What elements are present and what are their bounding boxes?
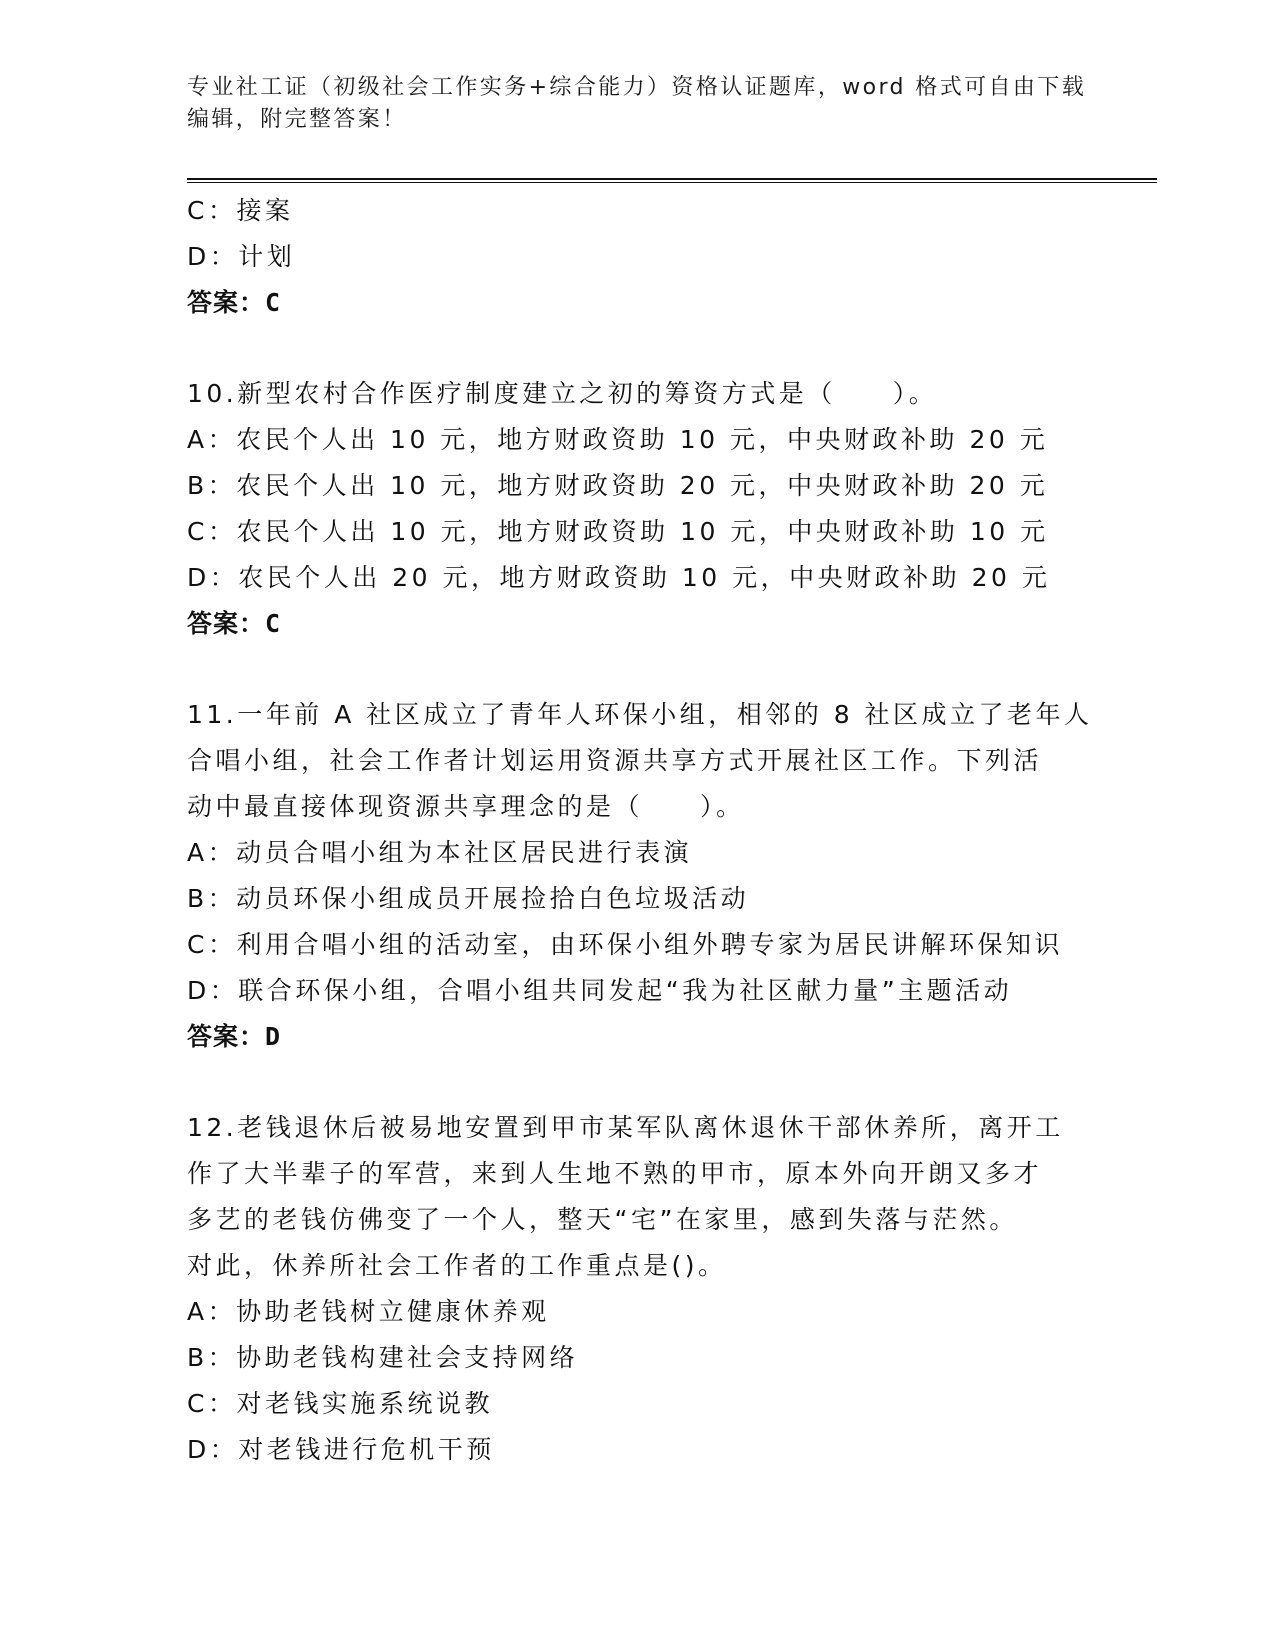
option-a: A：协助老钱树立健康休养观 xyxy=(187,1297,550,1326)
question-spacer xyxy=(187,326,1107,371)
question-block-9 xyxy=(187,188,1107,326)
option-b: B：动员环保小组成员开展捡拾白色垃圾活动 xyxy=(187,884,750,913)
header-divider-thin xyxy=(187,182,1157,183)
option-d: D：联合环保小组，合唱小组共同发起“我为社区献力量”主题活动 xyxy=(187,976,1013,1005)
question-stem: 10.新型农村合作医疗制度建立之初的筹资方式是（ ）。 xyxy=(187,379,938,408)
header-divider-thick xyxy=(187,178,1157,180)
question-block-11 xyxy=(187,692,1107,1060)
option-c: C：接案 xyxy=(187,196,294,225)
option-c: C：利用合唱小组的活动室，由环保小组外聘专家为居民讲解环保知识 xyxy=(187,930,1063,959)
question-content xyxy=(187,188,1107,1473)
option-c: C：对老钱实施系统说教 xyxy=(187,1389,493,1418)
question-stem-line: 合唱小组，社会工作者计划运用资源共享方式开展社区工作。下列活 xyxy=(187,746,1043,775)
option-a: A：农民个人出 10 元，地方财政资助 10 元，中央财政补助 20 元 xyxy=(187,425,1049,454)
question-block-12 xyxy=(187,1105,1107,1473)
header-line-1: 专业社工证（初级社会工作实务+综合能力）资格认证题库，word 格式可自由下载 xyxy=(187,75,1087,100)
option-d: D：农民个人出 20 元，地方财政资助 10 元，中央财政补助 20 元 xyxy=(187,563,1051,592)
question-block-10 xyxy=(187,371,1107,647)
question-spacer xyxy=(187,647,1107,692)
option-a: A：动员合唱小组为本社区居民进行表演 xyxy=(187,838,693,867)
answer-line: 答案：C xyxy=(187,609,282,638)
question-stem-line: 多艺的老钱仿佛变了一个人，整天“宅”在家里，感到失落与茫然。 xyxy=(187,1205,1018,1234)
question-stem-line: 11.一年前 A 社区成立了青年人环保小组，相邻的 8 社区成立了老年人 xyxy=(187,700,1093,729)
option-b: B：农民个人出 10 元，地方财政资助 20 元，中央财政补助 20 元 xyxy=(187,471,1049,500)
question-stem-line: 对此，休养所社会工作者的工作重点是()。 xyxy=(187,1251,727,1280)
question-stem-line: 12.老钱退休后被易地安置到甲市某军队离休退休干部休养所，离开工 xyxy=(187,1113,1064,1142)
header-line-2: 编辑，附完整答案！ xyxy=(187,107,407,132)
document-header xyxy=(187,72,1087,136)
option-d: D：对老钱进行危机干预 xyxy=(187,1435,495,1464)
answer-line: 答案：C xyxy=(187,288,282,317)
option-d: D：计划 xyxy=(187,242,296,271)
answer-line: 答案：D xyxy=(187,1022,282,1051)
question-stem-line: 作了大半辈子的军营，来到人生地不熟的甲市，原本外向开朗又多才 xyxy=(187,1159,1043,1188)
question-stem-line: 动中最直接体现资源共享理念的是（ ）。 xyxy=(187,792,745,821)
option-b: B：协助老钱构建社会支持网络 xyxy=(187,1343,579,1372)
question-spacer xyxy=(187,1060,1107,1105)
option-c: C：农民个人出 10 元，地方财政资助 10 元，中央财政补助 10 元 xyxy=(187,517,1049,546)
